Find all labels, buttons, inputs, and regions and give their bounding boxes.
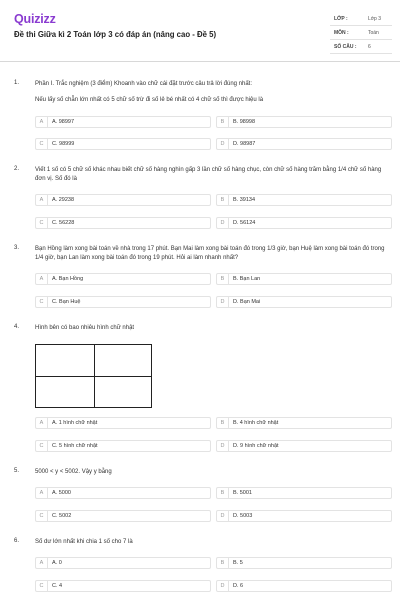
option-text: D. 5003	[233, 513, 253, 519]
meta-value: Toán	[368, 30, 379, 36]
option-text: C. 5002	[52, 513, 72, 519]
option-a[interactable]	[35, 273, 211, 285]
meta-label: MÔN :	[334, 30, 349, 36]
option-d[interactable]	[216, 217, 392, 229]
option-letter: C	[36, 139, 48, 149]
meta-value: 6	[368, 44, 371, 50]
option-letter: C	[36, 441, 48, 451]
option-a[interactable]	[35, 194, 211, 206]
option-text: A. 5000	[52, 490, 71, 496]
option-text: C. 5 hình chữ nhật	[52, 443, 98, 449]
question-text: Hình bên có bao nhiêu hình chữ nhật	[35, 325, 135, 331]
option-letter: D	[217, 139, 229, 149]
meta-label: LỚP :	[334, 16, 348, 22]
option-letter: B	[217, 195, 229, 205]
option-text: D. 98987	[233, 141, 256, 147]
option-text: D. Bạn Mai	[233, 299, 261, 305]
option-a[interactable]	[35, 557, 211, 569]
option-b[interactable]	[216, 116, 392, 128]
option-a[interactable]	[35, 487, 211, 499]
question-number: 4.	[14, 324, 20, 330]
question-number: 2.	[14, 166, 20, 172]
question-text: Bạn Hồng làm xong bài toán về nhà trong 17 phút. Bạn Mai làm xong bài toán đó trong 1/3 giờ, bạn Huệ làm xong bài toán đó trong 1/4 giờ, bạn Lan làm xong bài toán đó trong 19 phút. Hỏi ai làm nhanh nhất?	[35, 246, 385, 261]
question-number: 6.	[14, 538, 20, 544]
rectangle-grid-figure	[35, 344, 152, 408]
option-letter: A	[36, 274, 48, 284]
option-text: A. Bạn Hồng	[52, 276, 84, 282]
option-d[interactable]	[216, 580, 392, 592]
option-letter: C	[36, 218, 48, 228]
option-letter: D	[217, 441, 229, 451]
option-text: B. Bạn Lan	[233, 276, 261, 282]
option-text: A. 1 hình chữ nhật	[52, 420, 98, 426]
option-text: A. 29238	[52, 197, 75, 203]
option-a[interactable]	[35, 417, 211, 429]
option-c[interactable]	[35, 138, 211, 150]
option-text: D. 6	[233, 583, 244, 589]
option-b[interactable]	[216, 487, 392, 499]
option-letter: C	[36, 297, 48, 307]
question-text: Phần I. Trắc nghiệm (3 điểm) Khoanh vào chữ cái đặt trước câu trả lời đúng nhất:	[35, 81, 253, 87]
question-text: Viết 1 số có 5 chữ số khác nhau biết chữ số hàng nghìn gấp 3 lần chữ số hàng chục, còn chữ số hàng trăm bằng 1/4 chữ số hàng đơn vị. Số đó là	[35, 167, 382, 182]
option-letter: B	[217, 418, 229, 428]
question-text: 5000 < y < 5002. Vậy y bằng	[35, 469, 112, 475]
option-letter: C	[36, 511, 48, 521]
option-b[interactable]	[216, 194, 392, 206]
option-text: A. 0	[52, 560, 62, 566]
option-text: B. 39134	[233, 197, 256, 203]
option-b[interactable]	[216, 557, 392, 569]
option-letter: A	[36, 488, 48, 498]
option-a[interactable]	[35, 116, 211, 128]
option-text: B. 5001	[233, 490, 252, 496]
option-text: C. Bạn Huệ	[52, 299, 81, 305]
page-header	[0, 0, 400, 62]
option-d[interactable]	[216, 510, 392, 522]
option-c[interactable]	[35, 580, 211, 592]
option-text: C. 56228	[52, 220, 75, 226]
meta-label: SỐ CÂU :	[334, 44, 357, 50]
logo-text: Quizizz	[14, 12, 56, 26]
option-letter: D	[217, 581, 229, 591]
option-c[interactable]	[35, 510, 211, 522]
option-c[interactable]	[35, 440, 211, 452]
meta-row-subject	[330, 28, 392, 40]
meta-row-class	[330, 14, 392, 26]
meta-value: Lớp 3	[368, 16, 382, 22]
option-text: B. 98998	[233, 119, 256, 125]
meta-row-count	[330, 42, 392, 54]
option-letter: D	[217, 511, 229, 521]
option-c[interactable]	[35, 296, 211, 308]
question-subtext: Nếu lấy số chẵn lớn nhất có 5 chữ số trừ đi số lẻ bé nhất có 4 chữ số thì được hiệu là	[35, 97, 264, 103]
option-d[interactable]	[216, 296, 392, 308]
question-number: 3.	[14, 245, 20, 251]
option-b[interactable]	[216, 273, 392, 285]
option-letter: C	[36, 581, 48, 591]
option-letter: B	[217, 558, 229, 568]
option-letter: D	[217, 218, 229, 228]
option-d[interactable]	[216, 440, 392, 452]
option-text: D. 56124	[233, 220, 256, 226]
question-text: Số dư lớn nhất khi chia 1 số cho 7 là	[35, 539, 133, 545]
option-letter: B	[217, 488, 229, 498]
option-text: C. 98999	[52, 141, 75, 147]
option-letter: B	[217, 274, 229, 284]
option-text: D. 9 hình chữ nhật	[233, 443, 279, 449]
option-letter: A	[36, 117, 48, 127]
option-d[interactable]	[216, 138, 392, 150]
option-text: C. 4	[52, 583, 63, 589]
option-text: A. 98997	[52, 119, 75, 125]
option-text: B. 5	[233, 560, 243, 566]
figure-horizontal-divider	[36, 376, 151, 377]
option-text: B. 4 hình chữ nhật	[233, 420, 279, 426]
option-letter: A	[36, 418, 48, 428]
option-letter: A	[36, 195, 48, 205]
option-c[interactable]	[35, 217, 211, 229]
option-letter: D	[217, 297, 229, 307]
option-letter: B	[217, 117, 229, 127]
exam-title: Đề thi Giữa kì 2 Toán lớp 3 có đáp án (nâng cao - Đề 5)	[14, 30, 217, 39]
question-number: 1.	[14, 80, 20, 86]
option-letter: A	[36, 558, 48, 568]
question-number: 5.	[14, 468, 20, 474]
option-b[interactable]	[216, 417, 392, 429]
